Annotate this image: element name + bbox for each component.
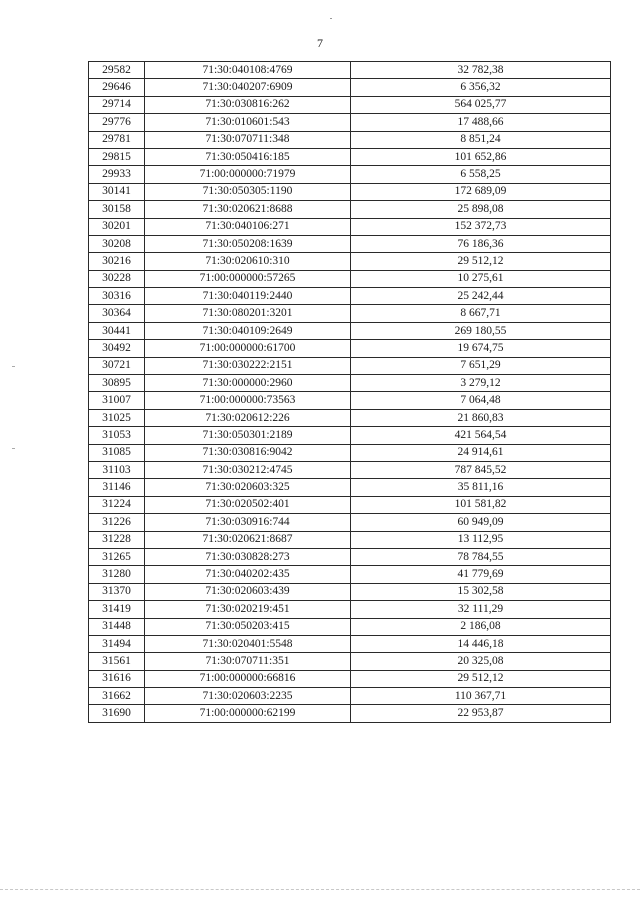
table-row (89, 96, 611, 113)
table-row (89, 235, 611, 252)
row-number-cell: 29781 (89, 131, 145, 148)
row-number-cell: 30216 (89, 253, 145, 270)
row-number-cell: 31370 (89, 583, 145, 600)
cadastral-number-cell: 71:30:020603:325 (145, 479, 351, 496)
cadastral-number-cell: 71:30:020401:5548 (145, 635, 351, 652)
cadastral-number-cell: 71:00:000000:73563 (145, 392, 351, 409)
cadastral-number-cell: 71:30:070711:348 (145, 131, 351, 148)
amount-cell: 25 242,44 (351, 288, 611, 305)
row-number-cell: 31224 (89, 496, 145, 513)
cadastral-number-cell: 71:30:080201:3201 (145, 305, 351, 322)
cadastral-number-cell: 71:30:050208:1639 (145, 235, 351, 252)
amount-cell: 7 651,29 (351, 357, 611, 374)
table-row (89, 131, 611, 148)
table-row (89, 444, 611, 461)
amount-cell: 35 811,16 (351, 479, 611, 496)
scan-artifact-dot (330, 18, 332, 19)
table-row (89, 427, 611, 444)
row-number-cell: 29714 (89, 96, 145, 113)
table-row (89, 653, 611, 670)
cadastral-number-cell: 71:00:000000:71979 (145, 166, 351, 183)
row-number-cell: 31419 (89, 601, 145, 618)
amount-cell: 269 180,55 (351, 322, 611, 339)
amount-cell: 21 860,83 (351, 409, 611, 426)
row-number-cell: 30364 (89, 305, 145, 322)
row-number-cell: 30492 (89, 340, 145, 357)
cadastral-number-cell: 71:00:000000:61700 (145, 340, 351, 357)
row-number-cell: 30158 (89, 201, 145, 218)
table-row (89, 496, 611, 513)
cadastral-number-cell: 71:30:020603:2235 (145, 688, 351, 705)
table-row (89, 392, 611, 409)
cadastral-number-cell: 71:30:010601:543 (145, 114, 351, 131)
row-number-cell: 31007 (89, 392, 145, 409)
cadastral-number-cell: 71:00:000000:57265 (145, 270, 351, 287)
amount-cell: 25 898,08 (351, 201, 611, 218)
cadastral-number-cell: 71:30:020621:8688 (145, 201, 351, 218)
row-number-cell: 30895 (89, 375, 145, 392)
row-number-cell: 31690 (89, 705, 145, 722)
table-row (89, 635, 611, 652)
amount-cell: 32 782,38 (351, 62, 611, 79)
amount-cell: 10 275,61 (351, 270, 611, 287)
table-row (89, 618, 611, 635)
amount-cell: 6 356,32 (351, 79, 611, 96)
row-number-cell: 29815 (89, 148, 145, 165)
cadastral-number-cell: 71:30:020603:439 (145, 583, 351, 600)
amount-cell: 421 564,54 (351, 427, 611, 444)
table-row (89, 548, 611, 565)
amount-cell: 22 953,87 (351, 705, 611, 722)
table-row (89, 183, 611, 200)
amount-cell: 14 446,18 (351, 635, 611, 652)
row-number-cell: 30316 (89, 288, 145, 305)
row-number-cell: 30228 (89, 270, 145, 287)
table-row (89, 409, 611, 426)
row-number-cell: 29646 (89, 79, 145, 96)
table-row (89, 705, 611, 722)
table-row (89, 79, 611, 96)
table-row (89, 148, 611, 165)
cadastral-number-cell: 71:00:000000:62199 (145, 705, 351, 722)
table-row (89, 670, 611, 687)
amount-cell: 29 512,12 (351, 253, 611, 270)
cadastral-number-cell: 71:30:040106:271 (145, 218, 351, 235)
amount-cell: 8 851,24 (351, 131, 611, 148)
cadastral-number-cell: 71:00:000000:66816 (145, 670, 351, 687)
row-number-cell: 30141 (89, 183, 145, 200)
amount-cell: 19 674,75 (351, 340, 611, 357)
cadastral-number-cell: 71:30:020610:310 (145, 253, 351, 270)
amount-cell: 24 914,61 (351, 444, 611, 461)
row-number-cell: 31448 (89, 618, 145, 635)
table-row (89, 479, 611, 496)
row-number-cell: 30208 (89, 235, 145, 252)
table-row (89, 514, 611, 531)
cadastral-number-cell: 71:30:030828:273 (145, 548, 351, 565)
row-number-cell: 29582 (89, 62, 145, 79)
table-row (89, 166, 611, 183)
table-row (89, 322, 611, 339)
row-number-cell: 31226 (89, 514, 145, 531)
row-number-cell: 31494 (89, 635, 145, 652)
amount-cell: 7 064,48 (351, 392, 611, 409)
cadastral-number-cell: 71:30:020219:451 (145, 601, 351, 618)
row-number-cell: 31228 (89, 531, 145, 548)
row-number-cell: 31103 (89, 461, 145, 478)
table-row (89, 461, 611, 478)
cadastral-number-cell: 71:30:040202:435 (145, 566, 351, 583)
amount-cell: 2 186,08 (351, 618, 611, 635)
scan-footer-artifact (0, 889, 640, 891)
cadastral-number-cell: 71:30:030916:744 (145, 514, 351, 531)
table-row (89, 566, 611, 583)
amount-cell: 3 279,12 (351, 375, 611, 392)
row-number-cell: 30201 (89, 218, 145, 235)
cadastral-number-cell: 71:30:030212:4745 (145, 461, 351, 478)
table-row (89, 340, 611, 357)
row-number-cell: 31146 (89, 479, 145, 496)
cadastral-number-cell: 71:30:040109:2649 (145, 322, 351, 339)
amount-cell: 76 186,36 (351, 235, 611, 252)
cadastral-number-cell: 71:30:030816:262 (145, 96, 351, 113)
row-number-cell: 31561 (89, 653, 145, 670)
table-row (89, 201, 611, 218)
table-row (89, 253, 611, 270)
table-row (89, 601, 611, 618)
cadastral-number-cell: 71:30:040207:6909 (145, 79, 351, 96)
row-number-cell: 31662 (89, 688, 145, 705)
scan-artifact-mark (12, 448, 15, 449)
amount-cell: 41 779,69 (351, 566, 611, 583)
cadastral-number-cell: 71:30:050305:1190 (145, 183, 351, 200)
table-row (89, 357, 611, 374)
amount-cell: 101 652,86 (351, 148, 611, 165)
cadastral-number-cell: 71:30:050416:185 (145, 148, 351, 165)
amount-cell: 32 111,29 (351, 601, 611, 618)
cadastral-number-cell: 71:30:000000:2960 (145, 375, 351, 392)
amount-cell: 8 667,71 (351, 305, 611, 322)
row-number-cell: 30721 (89, 357, 145, 374)
page-number: 7 (317, 36, 323, 50)
amount-cell: 15 302,58 (351, 583, 611, 600)
amount-cell: 13 112,95 (351, 531, 611, 548)
cadastral-number-cell: 71:30:020612:226 (145, 409, 351, 426)
row-number-cell: 31085 (89, 444, 145, 461)
amount-cell: 78 784,55 (351, 548, 611, 565)
table-row (89, 114, 611, 131)
row-number-cell: 31265 (89, 548, 145, 565)
table-row (89, 688, 611, 705)
cadastral-number-cell: 71:30:040108:4769 (145, 62, 351, 79)
amount-cell: 20 325,08 (351, 653, 611, 670)
table-row (89, 218, 611, 235)
amount-cell: 110 367,71 (351, 688, 611, 705)
scan-artifact-mark (12, 366, 15, 367)
row-number-cell: 31053 (89, 427, 145, 444)
table-row (89, 583, 611, 600)
row-number-cell: 29776 (89, 114, 145, 131)
table-row (89, 270, 611, 287)
table-row (89, 62, 611, 79)
amount-cell: 101 581,82 (351, 496, 611, 513)
row-number-cell: 31025 (89, 409, 145, 426)
amount-cell: 172 689,09 (351, 183, 611, 200)
row-number-cell: 30441 (89, 322, 145, 339)
cadastral-number-cell: 71:30:040119:2440 (145, 288, 351, 305)
cadastral-number-cell: 71:30:070711:351 (145, 653, 351, 670)
amount-cell: 29 512,12 (351, 670, 611, 687)
table-row (89, 288, 611, 305)
cadastral-registry-table (88, 61, 611, 723)
table-row (89, 531, 611, 548)
row-number-cell: 31616 (89, 670, 145, 687)
amount-cell: 152 372,73 (351, 218, 611, 235)
amount-cell: 6 558,25 (351, 166, 611, 183)
cadastral-number-cell: 71:30:050301:2189 (145, 427, 351, 444)
cadastral-number-cell: 71:30:050203:415 (145, 618, 351, 635)
amount-cell: 564 025,77 (351, 96, 611, 113)
amount-cell: 60 949,09 (351, 514, 611, 531)
cadastral-number-cell: 71:30:020502:401 (145, 496, 351, 513)
cadastral-number-cell: 71:30:030816:9042 (145, 444, 351, 461)
amount-cell: 787 845,52 (351, 461, 611, 478)
row-number-cell: 29933 (89, 166, 145, 183)
table-row (89, 305, 611, 322)
table-row (89, 375, 611, 392)
cadastral-number-cell: 71:30:020621:8687 (145, 531, 351, 548)
row-number-cell: 31280 (89, 566, 145, 583)
table-body (89, 62, 611, 723)
amount-cell: 17 488,66 (351, 114, 611, 131)
cadastral-number-cell: 71:30:030222:2151 (145, 357, 351, 374)
